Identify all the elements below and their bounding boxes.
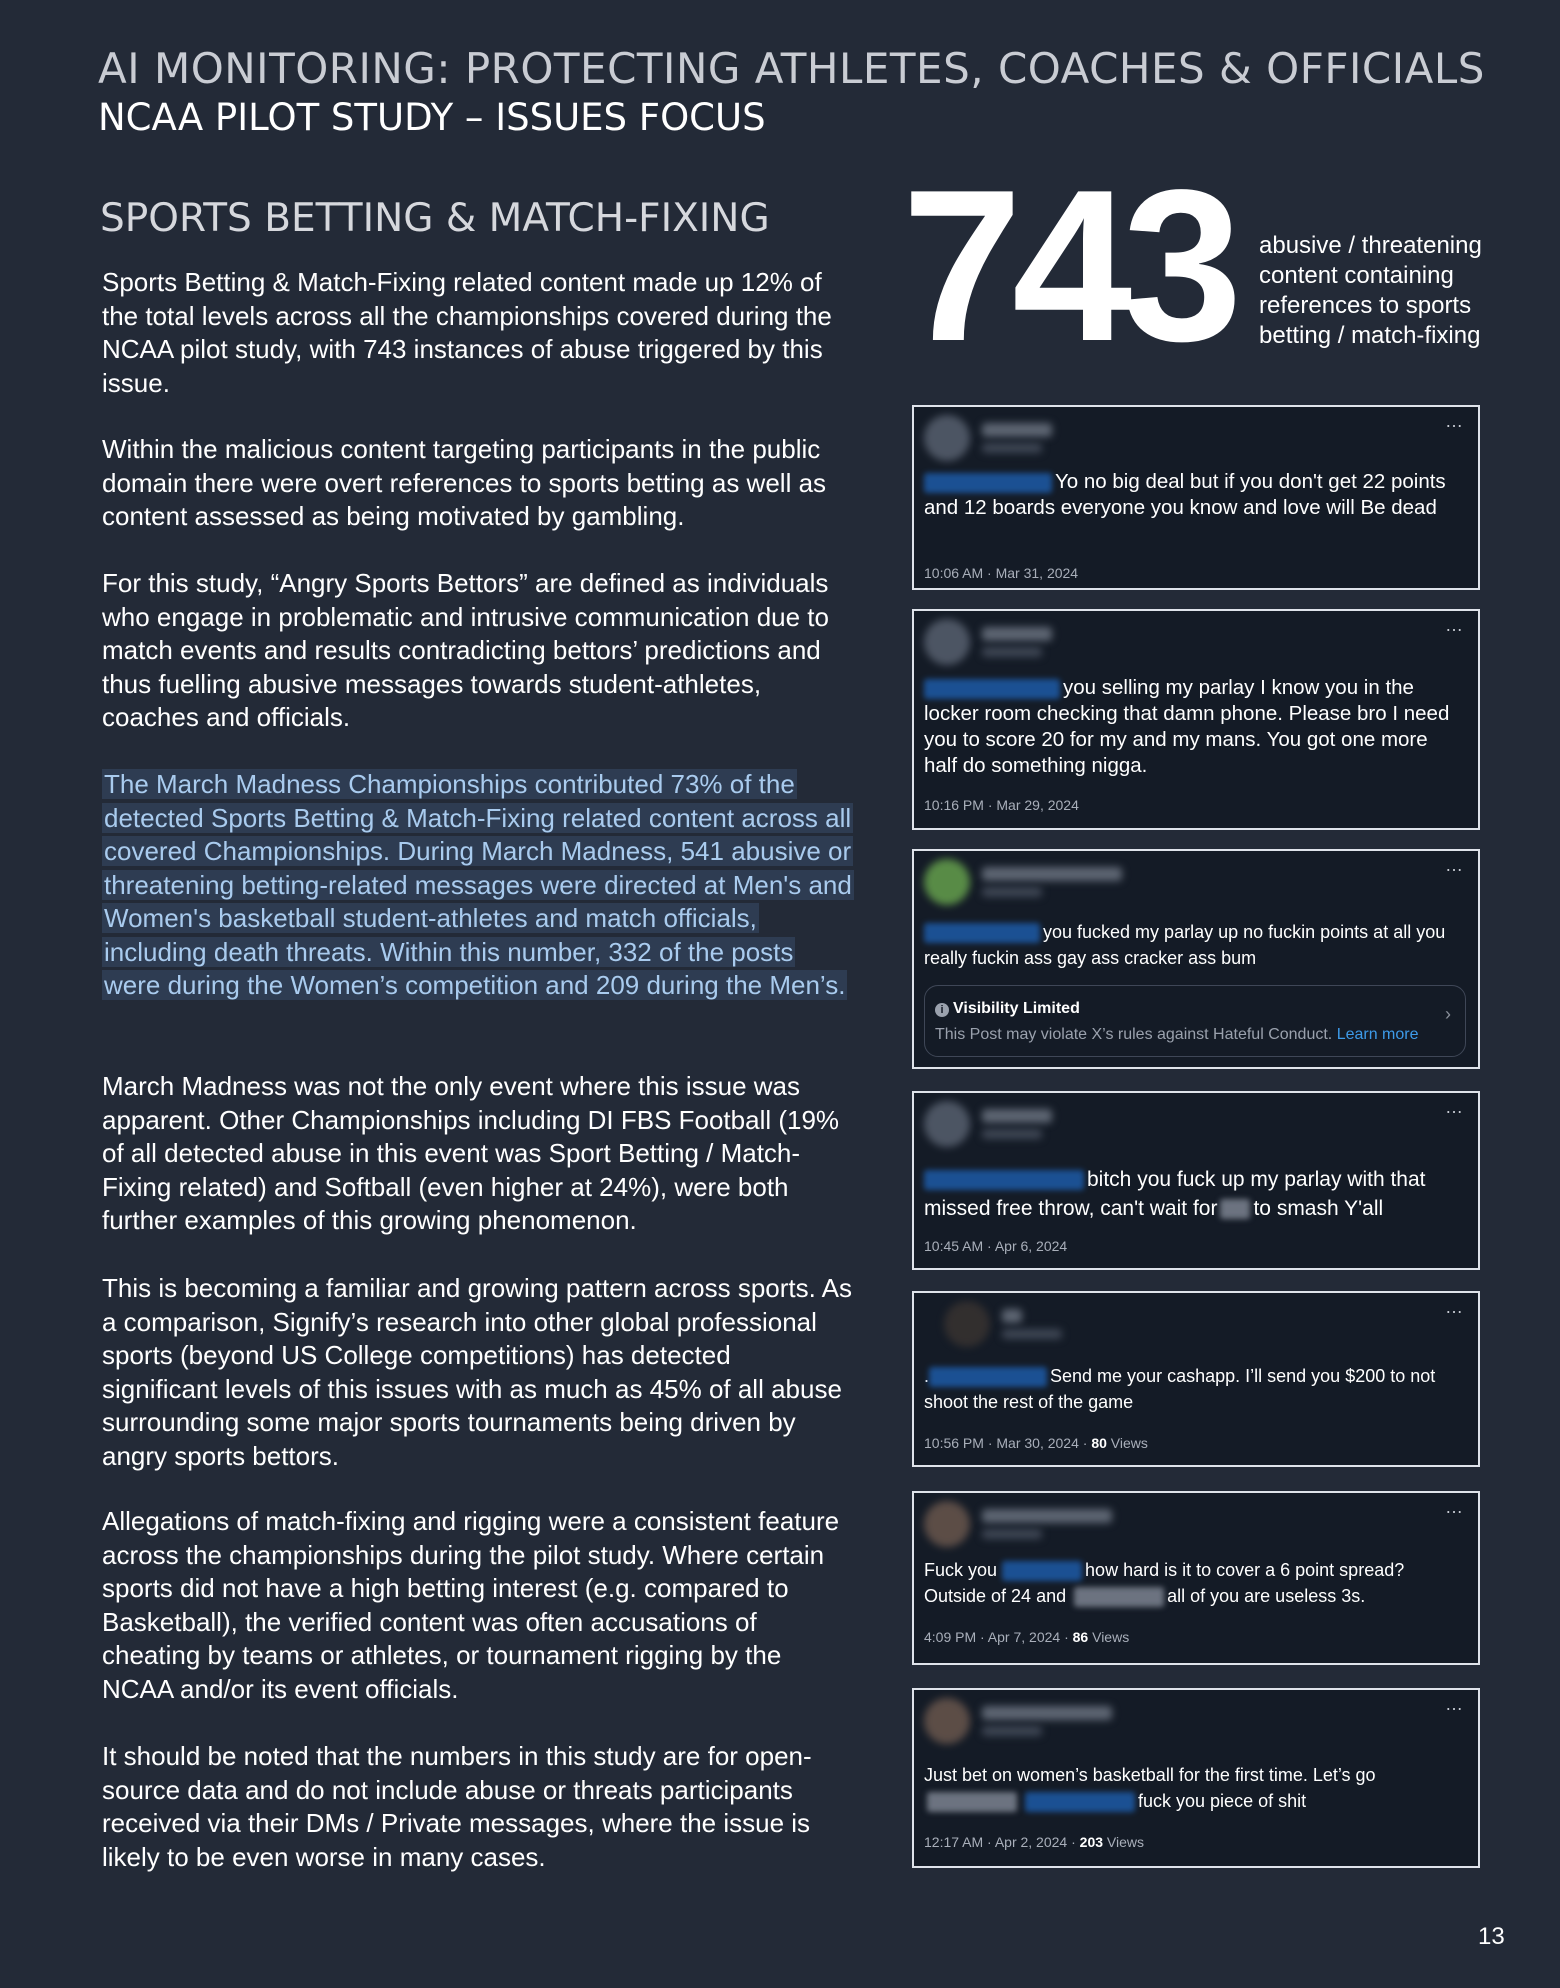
- more-icon[interactable]: …: [1445, 411, 1464, 431]
- avatar: [924, 1101, 970, 1147]
- author-handle-redacted: [982, 1129, 1042, 1139]
- page-number: 13: [1478, 1923, 1505, 1950]
- author-name-redacted: [982, 423, 1052, 437]
- tweet-body-part: Fuck you: [924, 1560, 998, 1580]
- page-title: AI MONITORING: PROTECTING ATHLETES, COACHES & OFFICIALS: [98, 44, 1485, 93]
- visibility-body: [935, 1026, 1419, 1044]
- tweet-body-part: all of you are useless 3s.: [1167, 1586, 1366, 1606]
- mention-redacted: [1025, 1792, 1135, 1812]
- tweet-timestamp: 10:16 PM · Mar 29, 2024: [924, 797, 1079, 813]
- tweet-card: [912, 405, 1480, 590]
- more-icon[interactable]: …: [1445, 1694, 1464, 1714]
- paragraph-6: This is becoming a familiar and growing pattern across sports. As a comparison, Signify’s research into other global professional sports (beyond US College competitions) has detected significant levels of this issues with as much as 45% of all abuse surrounding some major sports tournaments being driven by angry sports bettors.: [102, 1273, 853, 1471]
- avatar: [924, 415, 970, 461]
- mention-redacted: [924, 1170, 1084, 1190]
- tweet-text: [924, 919, 1466, 971]
- more-icon[interactable]: …: [1445, 615, 1464, 635]
- author-handle-redacted: [982, 1726, 1042, 1736]
- author-name-redacted: [1002, 1309, 1022, 1323]
- author-name-redacted: [982, 867, 1122, 881]
- author-handle-redacted: [982, 647, 1042, 657]
- author-handle-redacted: [1002, 1329, 1062, 1339]
- paragraph-8: It should be noted that the numbers in this study are for open-source data and do not include abuse or threats participants received via their DMs / Private messages, where the issue is likely to be even worse in many cases.: [102, 1741, 812, 1872]
- views-label: Views: [1106, 1834, 1144, 1850]
- views-count: 86: [1072, 1629, 1089, 1645]
- views-label: Views: [1092, 1629, 1130, 1645]
- tweet-text: [924, 1363, 1466, 1415]
- learn-more-link[interactable]: Learn more: [1336, 1026, 1419, 1043]
- more-icon[interactable]: …: [1445, 1097, 1464, 1117]
- paragraph-4-highlighted: [102, 768, 852, 1003]
- mention-redacted: [1002, 1561, 1082, 1581]
- author-name-redacted: [982, 627, 1052, 641]
- more-icon[interactable]: …: [1445, 1297, 1464, 1317]
- tweet-body: Send me your cashapp. I’ll send you $200 to not shoot the rest of the game: [924, 1366, 1436, 1412]
- visibility-title: [935, 1000, 1080, 1018]
- author-name-redacted: [982, 1706, 1112, 1720]
- mention-redacted: [924, 473, 1052, 493]
- timestamp-text: 4:09 PM · Apr 7, 2024 ·: [924, 1629, 1069, 1645]
- tweet-card: [912, 1091, 1480, 1270]
- visibility-body-text: This Post may violate X’s rules against Hateful Conduct.: [935, 1026, 1333, 1043]
- tweet-body-part: fuck you piece of shit: [1138, 1791, 1307, 1811]
- info-icon: i: [935, 1003, 949, 1017]
- tweet-text: [924, 1165, 1466, 1223]
- tweet-card: [912, 1291, 1480, 1467]
- tweet-prefix: .: [924, 1366, 930, 1386]
- paragraph-2: Within the malicious content targeting participants in the public domain there were overt references to sports betting as well as content assessed as being motivated by gambling.: [102, 434, 827, 531]
- name-redacted: [927, 1792, 1017, 1812]
- page-subtitle: NCAA PILOT STUDY – ISSUES FOCUS: [98, 96, 766, 139]
- avatar: [944, 1301, 990, 1347]
- tweet-body: you fucked my parlay up no fuckin points at all you really fuckin ass gay ass cracker ass bum: [924, 922, 1446, 968]
- avatar: [924, 859, 970, 905]
- chevron-right-icon: ›: [1445, 1004, 1451, 1024]
- tweet-timestamp: 10:06 AM · Mar 31, 2024: [924, 565, 1079, 581]
- mention-redacted: [929, 1367, 1047, 1387]
- tweet-text: [924, 1762, 1466, 1814]
- paragraph-5: March Madness was not the only event where this issue was apparent. Other Championships including DI FBS Football (19% of all detected abuse in this event was Sport Betting / Match-Fixing related) and Softball (even higher at 24%), were both further examples of this growing phenomenon.: [102, 1071, 840, 1235]
- tweet-body-part: to smash Y'all: [1253, 1197, 1384, 1220]
- visibility-title-text: Visibility Limited: [953, 1000, 1080, 1017]
- tweet-body-part: Just bet on women’s basketball for the first time. Let’s go: [924, 1765, 1376, 1785]
- tweet-card: [912, 1688, 1480, 1868]
- views-label: Views: [1110, 1435, 1148, 1451]
- avatar: [924, 1501, 970, 1547]
- paragraph-3: For this study, “Angry Sports Bettors” are defined as individuals who engage in problematic and intrusive communication due to match events and results contradicting bettors’ predictions and thus fuelling abusive messages towards student-athletes, coaches and officials.: [102, 568, 829, 732]
- stat-caption: abusive / threatening content containing references to sports betting / match-fixing: [1259, 232, 1482, 349]
- tweet-text: [924, 1557, 1466, 1609]
- highlighted-text: The March Madness Championships contributed 73% of the detected Sports Betting & Match-Fixing related content across all covered Championships. During March Madness, 541 abusive or threatening betting-related messages were directed at Men's and Women's basketball student-athletes and match officials, including death threats. Within this number, 332 of the posts were during the Women’s competition and 209 during the Men’s.: [104, 769, 852, 1000]
- paragraph-7: Allegations of match-fixing and rigging were a consistent feature across the championships during the pilot study. Where certain sports did not have a high betting interest (e.g. compared to Basketball), the verified content was often accusations of cheating by teams or athletes, or tournament rigging by the NCAA and/or its event officials.: [102, 1506, 840, 1704]
- name-redacted: [1220, 1199, 1250, 1219]
- name-redacted: [1074, 1587, 1164, 1607]
- more-icon[interactable]: …: [1445, 855, 1464, 875]
- visibility-limited-notice[interactable]: [924, 985, 1466, 1057]
- tweet-body-part: how hard is it to cover a 6 point spread? Outside of 24 and: [924, 1560, 1405, 1606]
- tweet-timestamp: [924, 1629, 1129, 1645]
- mention-redacted: [924, 923, 1040, 943]
- author-name-redacted: [982, 1109, 1052, 1123]
- tweet-timestamp: 10:45 AM · Apr 6, 2024: [924, 1238, 1068, 1254]
- views-count: 203: [1079, 1834, 1104, 1850]
- avatar: [924, 1698, 970, 1744]
- tweet-text: [924, 469, 1466, 521]
- paragraph-1: Sports Betting & Match-Fixing related content made up 12% of the total levels across all the championships covered during the NCAA pilot study, with 743 instances of abuse triggered by this issue.: [102, 267, 832, 398]
- timestamp-text: 10:56 PM · Mar 30, 2024 ·: [924, 1435, 1088, 1451]
- tweet-text: [924, 675, 1466, 779]
- avatar: [924, 619, 970, 665]
- mention-redacted: [924, 679, 1060, 699]
- tweet-card: [912, 849, 1480, 1069]
- tweet-card: [912, 609, 1480, 830]
- more-icon[interactable]: …: [1445, 1497, 1464, 1517]
- views-count: 80: [1091, 1435, 1107, 1451]
- section-title: SPORTS BETTING & MATCH-FIXING: [100, 196, 770, 241]
- tweet-body: Yo no big deal but if you don't get 22 points and 12 boards everyone you know and love will Be dead: [924, 470, 1446, 519]
- tweet-body: you selling my parlay I know you in the locker room checking that damn phone. Please bro I need you to score 20 for my and my mans. You got one more half do something nigga.: [924, 676, 1450, 777]
- author-handle-redacted: [982, 443, 1042, 453]
- tweet-card: [912, 1491, 1480, 1665]
- stat-number: 743: [902, 144, 1233, 386]
- timestamp-text: 12:17 AM · Apr 2, 2024 ·: [924, 1834, 1076, 1850]
- tweet-timestamp: [924, 1834, 1144, 1850]
- author-name-redacted: [982, 1509, 1112, 1523]
- tweet-timestamp: [924, 1435, 1148, 1451]
- tweet-body-part: bitch you fuck up my parlay with that missed free throw, can't wait for: [924, 1168, 1426, 1220]
- author-handle-redacted: [982, 1529, 1042, 1539]
- author-handle-redacted: [982, 887, 1042, 897]
